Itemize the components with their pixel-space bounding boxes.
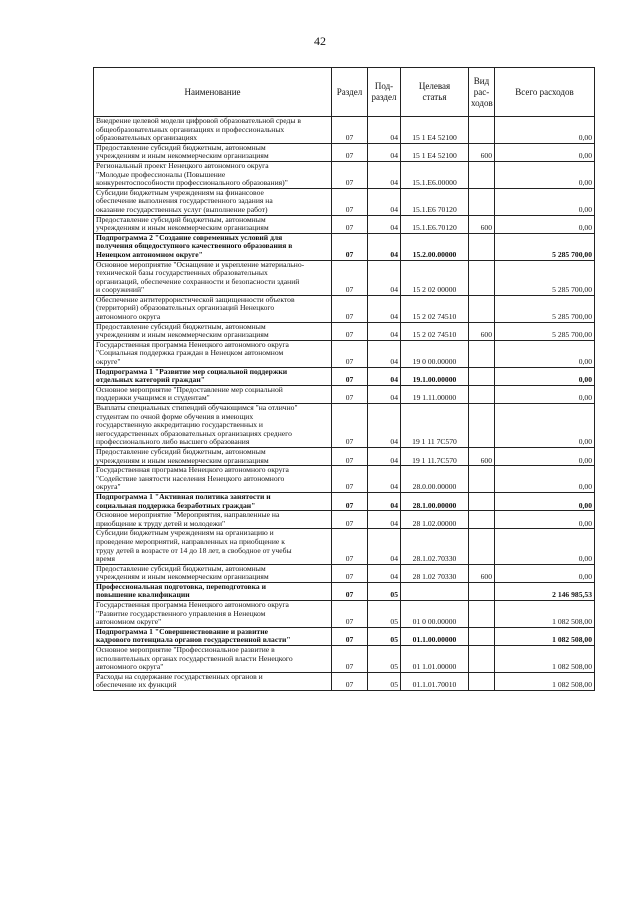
cell-expense-kind (469, 161, 495, 188)
cell-subsection: 05 (368, 672, 401, 690)
cell-target-article: 28.0.00.00000 (401, 466, 469, 493)
table-row (94, 582, 595, 600)
cell-target-article: 01 0 00.00000 (401, 601, 469, 628)
cell-target-article: 19 1 11.7С570 (401, 447, 469, 465)
cell-expense-kind (469, 260, 495, 295)
cell-target-article: 19 1 11 7С570 (401, 404, 469, 448)
cell-target-article: 28 1.02 70330 (401, 564, 469, 582)
cell-target-article: 15 2 02 74510 (401, 322, 469, 340)
cell-section: 07 (332, 646, 368, 673)
cell-section: 07 (332, 233, 368, 260)
cell-target-article: 01.1.00.00000 (401, 627, 469, 645)
cell-total: 0,00 (495, 188, 595, 215)
cell-target-article: 15.1.Е6 70120 (401, 188, 469, 215)
cell-subsection: 04 (368, 564, 401, 582)
cell-total: 5 285 700,00 (495, 233, 595, 260)
cell-subsection: 04 (368, 233, 401, 260)
cell-name: Государственная программа Ненецкого автономного округа "Социальная поддержка граждан в Ненецком автономном округе" (94, 340, 332, 367)
table-row (94, 404, 595, 448)
cell-section: 07 (332, 582, 368, 600)
cell-target-article: 19 0 00.00000 (401, 340, 469, 367)
cell-expense-kind (469, 295, 495, 322)
cell-expense-kind (469, 466, 495, 493)
cell-expense-kind (469, 646, 495, 673)
cell-section: 07 (332, 601, 368, 628)
table-row (94, 260, 595, 295)
cell-name: Предоставление субсидий бюджетным, автономным учреждениям и иным некоммерческим организациям (94, 564, 332, 582)
header-name: Наименование (94, 68, 332, 117)
cell-target-article: 19.1.00.00000 (401, 367, 469, 385)
table-row (94, 529, 595, 564)
cell-total: 0,00 (495, 385, 595, 403)
cell-target-article: 28.1.00.00000 (401, 492, 469, 510)
cell-expense-kind (469, 492, 495, 510)
cell-subsection: 04 (368, 295, 401, 322)
cell-name: Региональный проект Ненецкого автономного округа "Молодые профессионалы (Повышение конкурентоспособности профессионального образования)" (94, 161, 332, 188)
table-row (94, 340, 595, 367)
cell-name: Подпрограмма 1 "Совершенствование и развитие кадрового потенциала органов государственной власти" (94, 627, 332, 645)
cell-subsection: 04 (368, 188, 401, 215)
cell-section: 07 (332, 143, 368, 161)
cell-name: Основное мероприятие "Оснащение и укрепление материально- технической базы государственных образовательных организаций, обеспечение сохранности и безопасности зданий и сооружений" (94, 260, 332, 295)
cell-name: Подпрограмма 2 "Создание современных условий для получения общедоступного качественного образования в Ненецком автономном округе" (94, 233, 332, 260)
table-row (94, 601, 595, 628)
cell-subsection: 04 (368, 367, 401, 385)
cell-subsection: 04 (368, 143, 401, 161)
cell-total: 0,00 (495, 447, 595, 465)
table-row (94, 627, 595, 645)
cell-name: Субсидии бюджетным учреждениям на финансовое обеспечение выполнения государственного задания на оказание государственных услуг (выполнение работ) (94, 188, 332, 215)
cell-name: Предоставление субсидий бюджетным, автономным учреждениям и иным некоммерческим организациям (94, 215, 332, 233)
cell-section: 07 (332, 385, 368, 403)
table-row (94, 492, 595, 510)
cell-total: 0,00 (495, 492, 595, 510)
table-row (94, 322, 595, 340)
cell-section: 07 (332, 492, 368, 510)
cell-total: 0,00 (495, 367, 595, 385)
cell-target-article: 01 1.01.00000 (401, 646, 469, 673)
cell-expense-kind (469, 117, 495, 144)
cell-total: 0,00 (495, 564, 595, 582)
cell-target-article: 15 1 Е4 52100 (401, 143, 469, 161)
table-row (94, 672, 595, 690)
cell-expense-kind (469, 672, 495, 690)
cell-total: 2 146 985,53 (495, 582, 595, 600)
cell-expense-kind (469, 582, 495, 600)
table-row (94, 447, 595, 465)
cell-subsection: 04 (368, 492, 401, 510)
cell-total: 0,00 (495, 340, 595, 367)
cell-total: 0,00 (495, 529, 595, 564)
header-subsection: Под- раздел (368, 68, 401, 117)
cell-total: 5 285 700,00 (495, 295, 595, 322)
cell-subsection: 04 (368, 215, 401, 233)
cell-name: Обеспечение антитеррористической защищенности объектов (территорий) образовательных организаций Ненецкого автономного округа (94, 295, 332, 322)
cell-subsection: 04 (368, 340, 401, 367)
cell-name: Предоставление субсидий бюджетным, автономным учреждениям и иным некоммерческим организациям (94, 447, 332, 465)
cell-name: Государственная программа Ненецкого автономного округа "Содействие занятости населения Ненецкого автономного округа" (94, 466, 332, 493)
cell-subsection: 04 (368, 385, 401, 403)
cell-subsection: 04 (368, 447, 401, 465)
cell-expense-kind (469, 188, 495, 215)
cell-section: 07 (332, 340, 368, 367)
table-row (94, 385, 595, 403)
cell-subsection: 05 (368, 582, 401, 600)
header-expense-kind: Вид рас- ходов (469, 68, 495, 117)
cell-total: 1 082 508,00 (495, 601, 595, 628)
header-target-article: Целевая статья (401, 68, 469, 117)
cell-section: 07 (332, 564, 368, 582)
cell-name: Основное мероприятие "Предоставление мер социальной поддержки учащимся и студентам" (94, 385, 332, 403)
cell-section: 07 (332, 117, 368, 144)
table-row (94, 143, 595, 161)
cell-section: 07 (332, 295, 368, 322)
cell-section: 07 (332, 161, 368, 188)
table-row (94, 215, 595, 233)
cell-section: 07 (332, 215, 368, 233)
cell-total: 0,00 (495, 161, 595, 188)
table-row (94, 117, 595, 144)
cell-total: 0,00 (495, 215, 595, 233)
cell-subsection: 05 (368, 646, 401, 673)
cell-name: Субсидии бюджетным учреждениям на организацию и проведение мероприятий, направленных на приобщение к труду детей в возрасте от 14 до 18 лет, в свободное от учебы время (94, 529, 332, 564)
cell-total: 1 082 508,00 (495, 646, 595, 673)
table-row (94, 466, 595, 493)
cell-section: 07 (332, 367, 368, 385)
cell-total: 0,00 (495, 511, 595, 529)
cell-name: Предоставление субсидий бюджетным, автономным учреждениям и иным некоммерческим организациям (94, 322, 332, 340)
cell-total: 0,00 (495, 143, 595, 161)
cell-expense-kind: 600 (469, 322, 495, 340)
cell-target-article: 28 1.02.00000 (401, 511, 469, 529)
table-row (94, 511, 595, 529)
cell-section: 07 (332, 260, 368, 295)
cell-expense-kind (469, 601, 495, 628)
cell-subsection: 04 (368, 511, 401, 529)
cell-subsection: 04 (368, 404, 401, 448)
cell-subsection: 04 (368, 529, 401, 564)
cell-expense-kind (469, 404, 495, 448)
cell-expense-kind: 600 (469, 143, 495, 161)
cell-section: 07 (332, 672, 368, 690)
cell-section: 07 (332, 322, 368, 340)
cell-name: Выплаты специальных стипендий обучающимся "на отлично" студентам по очной форме обучения в имеющих государственную аккредитацию государственных и негосударственных образовательных организациях среднего профессионального либо высшего образования (94, 404, 332, 448)
cell-expense-kind: 600 (469, 215, 495, 233)
cell-section: 07 (332, 404, 368, 448)
header-section: Раздел (332, 68, 368, 117)
cell-subsection: 05 (368, 601, 401, 628)
cell-subsection: 04 (368, 117, 401, 144)
cell-name: Подпрограмма 1 "Активная политика занятости и социальная поддержка безработных граждан" (94, 492, 332, 510)
cell-total: 5 285 700,00 (495, 260, 595, 295)
cell-total: 1 082 508,00 (495, 672, 595, 690)
cell-expense-kind (469, 529, 495, 564)
cell-total: 5 285 700,00 (495, 322, 595, 340)
cell-expense-kind (469, 367, 495, 385)
cell-expense-kind (469, 385, 495, 403)
table-row (94, 646, 595, 673)
table-row (94, 295, 595, 322)
cell-target-article: 19 1.11.00000 (401, 385, 469, 403)
cell-total: 1 082 508,00 (495, 627, 595, 645)
cell-target-article: 28.1.02.70330 (401, 529, 469, 564)
cell-target-article: 15.2.00.00000 (401, 233, 469, 260)
cell-target-article: 15 2 02 00000 (401, 260, 469, 295)
cell-subsection: 05 (368, 627, 401, 645)
cell-expense-kind: 600 (469, 447, 495, 465)
cell-target-article (401, 582, 469, 600)
cell-name: Предоставление субсидий бюджетным, автономным учреждениям и иным некоммерческим организациям (94, 143, 332, 161)
cell-section: 07 (332, 511, 368, 529)
cell-expense-kind (469, 233, 495, 260)
cell-section: 07 (332, 627, 368, 645)
cell-total: 0,00 (495, 466, 595, 493)
cell-section: 07 (332, 466, 368, 493)
table-row (94, 233, 595, 260)
table-row (94, 564, 595, 582)
table-row (94, 188, 595, 215)
cell-target-article: 01.1.01.70010 (401, 672, 469, 690)
cell-total: 0,00 (495, 404, 595, 448)
cell-total: 0,00 (495, 117, 595, 144)
cell-name: Государственная программа Ненецкого автономного округа "Развитие государственного управления в Ненецком автономном округе" (94, 601, 332, 628)
table-header-row (94, 68, 595, 117)
cell-target-article: 15 1 Е4 52100 (401, 117, 469, 144)
cell-section: 07 (332, 447, 368, 465)
cell-expense-kind (469, 627, 495, 645)
header-total: Всего расходов (495, 68, 595, 117)
cell-section: 07 (332, 188, 368, 215)
budget-table (93, 67, 595, 691)
cell-target-article: 15.1.Е6.70120 (401, 215, 469, 233)
cell-name: Расходы на содержание государственных органов и обеспечение их функций (94, 672, 332, 690)
table-row (94, 161, 595, 188)
cell-expense-kind (469, 340, 495, 367)
cell-expense-kind (469, 511, 495, 529)
cell-target-article: 15.1.Е6.00000 (401, 161, 469, 188)
page-number: 42 (314, 34, 326, 48)
cell-expense-kind: 600 (469, 564, 495, 582)
cell-subsection: 04 (368, 161, 401, 188)
cell-name: Основное мероприятие "Профессиональное развитие в исполнительных органах государственной власти Ненецкого автономного округа" (94, 646, 332, 673)
cell-target-article: 15 2 02 74510 (401, 295, 469, 322)
cell-name: Подпрограмма 1 "Развитие мер социальной поддержки отдельных категорий граждан" (94, 367, 332, 385)
cell-subsection: 04 (368, 466, 401, 493)
cell-subsection: 04 (368, 260, 401, 295)
cell-section: 07 (332, 529, 368, 564)
cell-name: Внедрение целевой модели цифровой образовательной среды в общеобразовательных организациях и профессиональных образовательных организациях (94, 117, 332, 144)
table-row (94, 367, 595, 385)
cell-name: Основное мероприятие "Мероприятия, направленные на приобщение к труду детей и молодежи" (94, 511, 332, 529)
cell-subsection: 04 (368, 322, 401, 340)
cell-name: Профессиональная подготовка, переподготовка и повышение квалификации (94, 582, 332, 600)
